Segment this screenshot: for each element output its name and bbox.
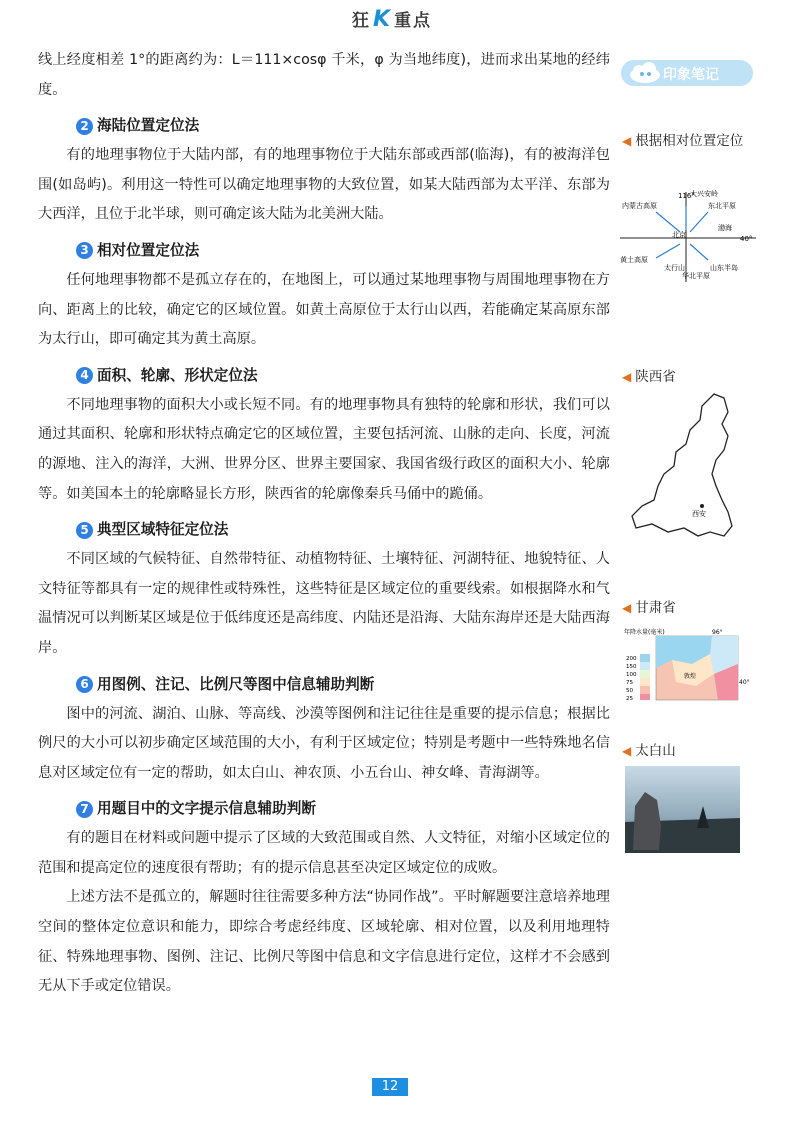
section-title: 面积、轮廓、形状定位法 xyxy=(97,366,258,384)
brand-logo xyxy=(352,6,432,32)
legend-swatches xyxy=(640,654,650,700)
map1-label: 渤海 xyxy=(718,224,732,232)
section-paragraph: 有的地理事物位于大陆内部，有的地理事物位于大陆东部或西部(临海)，有的被海洋包围(如岛屿)。利用这一特性可以确定地理事物的大致位置，如某大陆西部为太平洋、东部为大西洋，且位于北半球，则可确定该大陆为北美洲大陆。 xyxy=(38,147,610,223)
relative-position-map xyxy=(620,186,760,286)
section-heading xyxy=(38,794,610,824)
sections xyxy=(38,111,610,1002)
section-paragraph: 不同地理事物的面积大小或长短不同。有的地理事物具有独特的轮廓和形状，我们可以通过其面积、轮廓和形状特点确定它的区域位置，主要包括河流、山脉的走向、长度，河流的源地、注入的海洋，大洲、世界分区、世界主要国家、我国省级行政区的面积大小、轮廓等。如美国本土的轮廓略显长方形，陕西省的轮廓像秦兵马俑中的跪俑。 xyxy=(38,396,610,502)
section-number-badge: 6 xyxy=(76,676,93,693)
caption-2-text: 陕西省 xyxy=(635,369,676,385)
section-title: 用题目中的文字提示信息辅助判断 xyxy=(97,800,316,818)
legend-title: 年降水量(毫米) xyxy=(624,629,665,636)
map1-label: 内蒙古高原 xyxy=(622,202,657,210)
section-heading xyxy=(38,515,610,545)
map1-lat: 40° xyxy=(740,235,753,243)
map1-label: 东北平原 xyxy=(708,202,736,210)
legend-value: 150 xyxy=(626,664,637,670)
brand-right: 重点 xyxy=(394,11,433,31)
caption-arrow-icon: ◀ xyxy=(622,134,632,148)
legend-value: 100 xyxy=(626,672,637,678)
brand-left: 狂 xyxy=(352,11,371,31)
page-number: 12 xyxy=(372,1078,408,1096)
section-title: 用图例、注记、比例尺等图中信息辅助判断 xyxy=(97,675,375,693)
caption-relative-position xyxy=(622,128,757,154)
section-number-badge: 2 xyxy=(76,118,93,135)
note-tag-label: 印象笔记 xyxy=(663,67,719,83)
section-number-badge: 3 xyxy=(76,242,93,259)
gansu-lon: 96° xyxy=(712,629,723,636)
section-paragraph: 图中的河流、湖泊、山脉、等高线、沙漠等图例和注记往往是重要的提示信息；根据比例尺的大小可以初步确定区域范围的大小，有利于区域定位；特别是考题中一些特殊地名信息对区域定位有一定的帮助，如太白山、神农顶、小五台山、神女峰、青海湖等。 xyxy=(38,705,610,781)
section-title: 海陆位置定位法 xyxy=(97,117,200,135)
section-number-badge: 4 xyxy=(76,367,93,384)
section-heading xyxy=(38,361,610,391)
brand-k: K xyxy=(373,7,393,32)
intro-paragraph: 线上经度相差 1°的距离约为：L＝111×cosφ 千米，φ 为当地纬度)，进而求出某地的经纬度。 xyxy=(38,52,610,98)
caption-1-text: 根据相对位置定位 xyxy=(635,133,744,149)
map1-label: 山东半岛 xyxy=(710,264,738,272)
map1-label: 大兴安岭 xyxy=(690,190,718,198)
taibai-photo xyxy=(625,766,740,853)
map1-label: 黄土高原 xyxy=(620,256,648,264)
gansu-precip-map xyxy=(622,624,748,704)
caption-arrow-icon: ◀ xyxy=(622,601,632,615)
map1-label: 北京 xyxy=(672,231,686,239)
map1-label: 华北平原 xyxy=(682,272,710,280)
section-title: 典型区域特征定位法 xyxy=(97,521,229,539)
section-number-badge: 7 xyxy=(76,801,93,818)
gansu-lat: 40° xyxy=(739,679,750,686)
gansu-city: 敦煌 xyxy=(684,673,697,680)
section-heading xyxy=(38,670,610,700)
legend-value: 200 xyxy=(626,656,637,662)
caption-shaanxi xyxy=(622,364,676,390)
page-header xyxy=(0,0,800,40)
map1-label: 太行山 xyxy=(664,264,685,272)
section-heading xyxy=(38,111,610,141)
caption-arrow-icon: ◀ xyxy=(622,370,632,384)
section-number-badge: 5 xyxy=(76,522,93,539)
caption-taibai xyxy=(622,738,676,764)
shaanxi-map xyxy=(628,390,748,540)
note-tag xyxy=(621,60,753,86)
legend-value: 50 xyxy=(626,688,633,694)
map1-lon: 116° xyxy=(678,192,695,200)
section-paragraph: 上述方法不是孤立的，解题时往往需要多种方法“协同作战”。平时解题要注意培养地理空间的整体定位意识和能力，即综合考虑经纬度、区域轮廓、相对位置，以及利用地理特征、特殊地理事物、图例、注记、比例尺等图中信息和文字信息进行定位，这样才不会感到无从下手或定位错误。 xyxy=(38,889,610,995)
main-content xyxy=(38,46,610,1002)
shaanxi-city: 西安 xyxy=(692,510,706,518)
section-heading xyxy=(38,236,610,266)
section-paragraph: 任何地理事物都不是孤立存在的，在地图上，可以通过某地理事物与周围地理事物在方向、距离上的比较，确定它的区域位置。如黄土高原位于太行山以西，若能确定某高原东部为太行山，即可确定其为黄土高原。 xyxy=(38,271,610,348)
section-title: 相对位置定位法 xyxy=(97,241,200,259)
caption-4-text: 太白山 xyxy=(635,743,676,759)
caption-gansu xyxy=(622,595,676,621)
caption-3-text: 甘肃省 xyxy=(635,600,676,616)
caption-arrow-icon: ◀ xyxy=(622,744,632,758)
legend-value: 75 xyxy=(626,680,633,686)
section-paragraph: 不同区域的气候特征、自然带特征、动植物特征、土壤特征、河湖特征、地貌特征、人文特征等都具有一定的规律性或特殊性，这些特征是区域定位的重要线索。如根据降水和气温情况可以判断某区域是位于低纬度还是高纬度、内陆还是沿海、大陆东海岸还是大陆西海岸。 xyxy=(38,551,610,656)
section-paragraph: 有的题目在材料或问题中提示了区域的大致范围或自然、人文特征，对缩小区域定位的范围和提高定位的速度很有帮助；有的提示信息甚至决定区域定位的成败。 xyxy=(38,830,610,876)
cloud-icon xyxy=(625,60,665,86)
legend-value: 25 xyxy=(626,696,633,702)
